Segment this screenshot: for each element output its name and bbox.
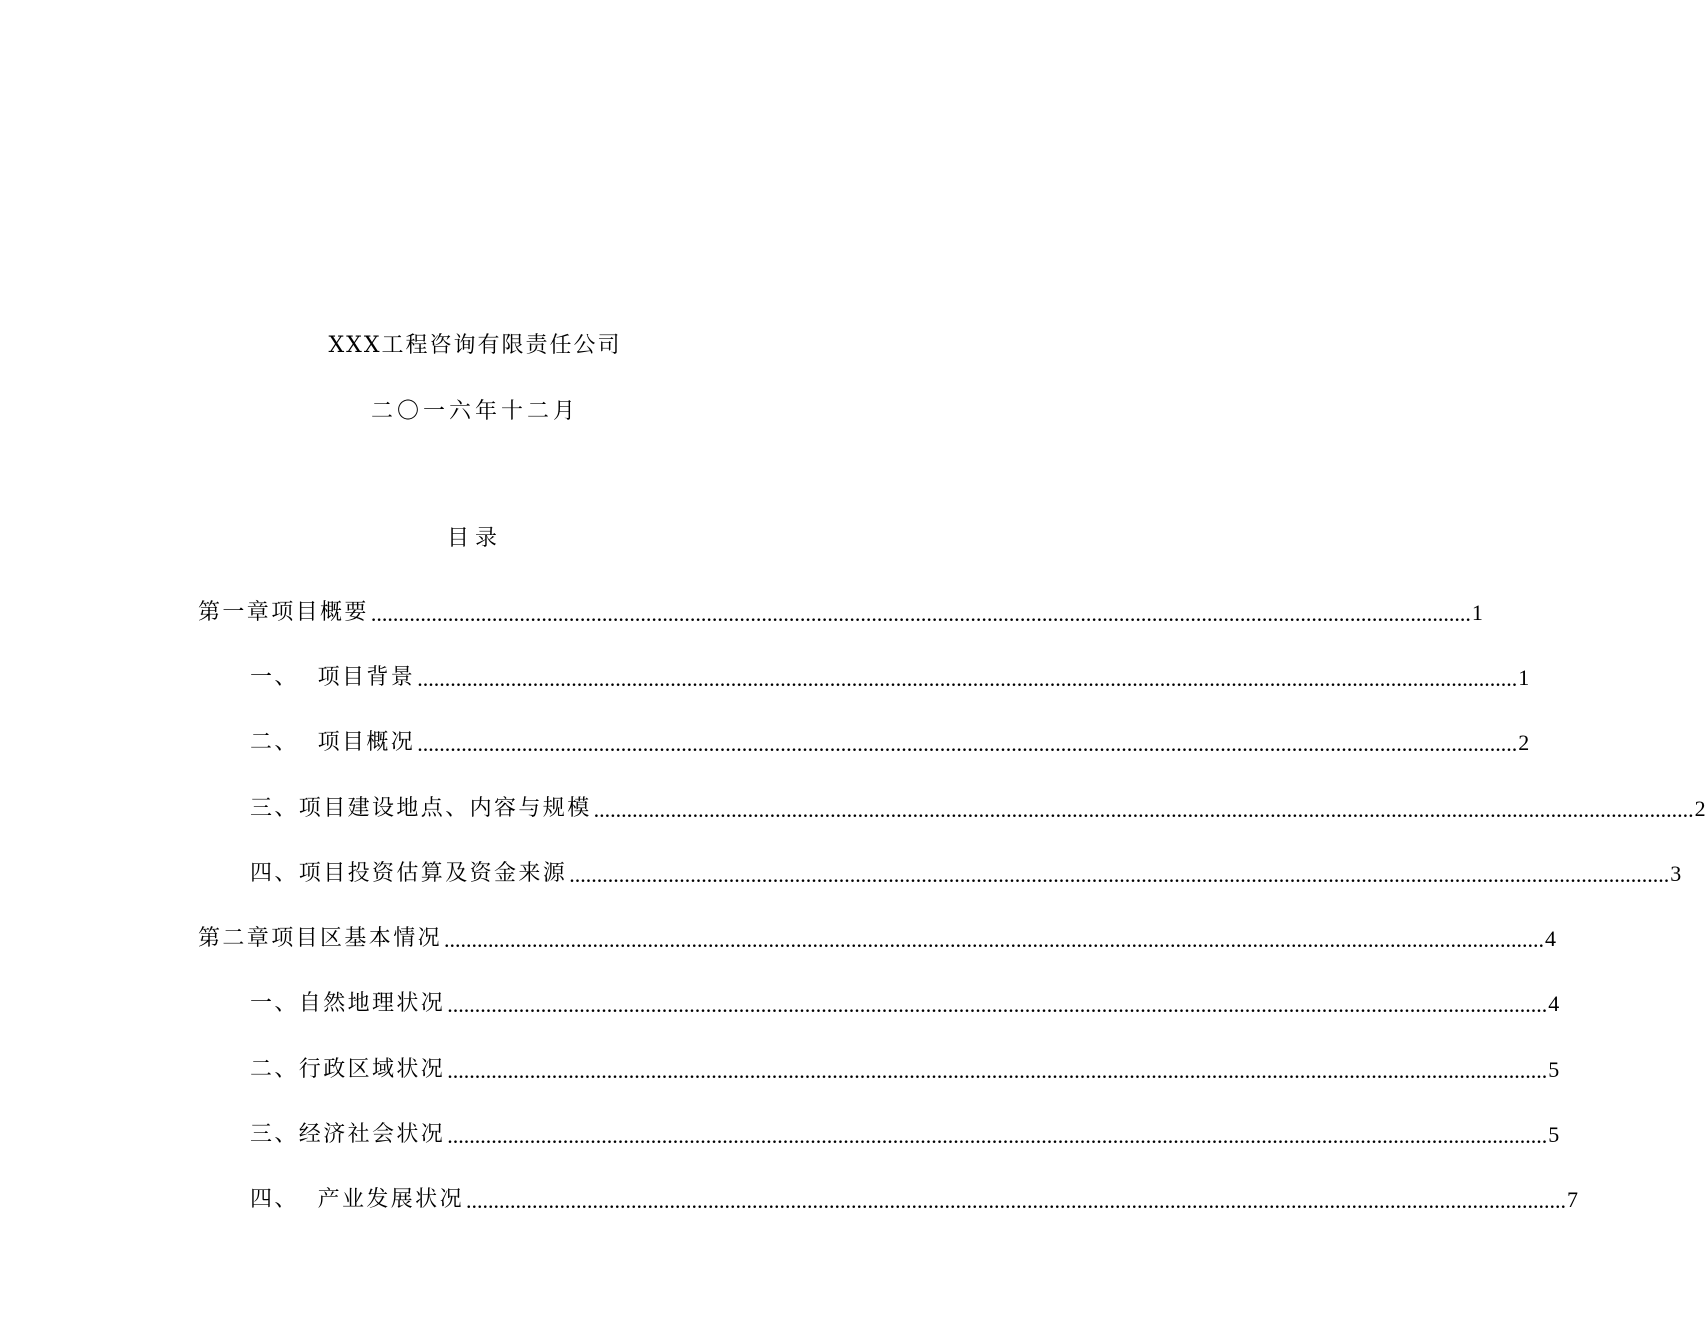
toc-leader-dots: ........................................................................................................................................................................................................	[593, 796, 1694, 822]
toc-entry[interactable]	[198, 1037, 1560, 1102]
toc-entry-label: 第二章项目区基本情况	[198, 926, 443, 952]
table-of-contents	[198, 580, 1706, 1233]
toc-entry-page: 4	[1545, 926, 1557, 952]
toc-entry[interactable]	[198, 841, 1682, 906]
company-name: XXX工程咨询有限责任公司	[328, 333, 622, 358]
toc-leader-dots: ........................................................................................................................................................................................................	[447, 992, 1548, 1018]
toc-entry-label: 四、项目投资估算及资金来源	[250, 860, 568, 886]
toc-entry-page: 1	[1518, 664, 1530, 690]
toc-entry-page: 3	[1670, 860, 1682, 886]
toc-entry-page: 5	[1548, 1122, 1560, 1148]
toc-entry[interactable]	[198, 906, 1557, 971]
toc-entry-page: 7	[1567, 1187, 1578, 1213]
toc-entry-label: 第一章项目概要	[198, 599, 369, 625]
toc-entry[interactable]	[198, 580, 1483, 645]
toc-entry-page: 4	[1548, 991, 1560, 1017]
toc-entry-page: 1	[1471, 599, 1483, 625]
toc-entry[interactable]	[198, 972, 1560, 1037]
toc-leader-dots: ........................................................................................................................................................................................................	[417, 665, 1518, 691]
toc-title: 目录	[446, 526, 503, 551]
toc-entry[interactable]	[198, 1168, 1578, 1233]
toc-entry-label: 二、行政区域状况	[250, 1056, 446, 1082]
toc-entry-label: 一、 项目背景	[250, 664, 416, 690]
toc-leader-dots: ........................................................................................................................................................................................................	[444, 927, 1545, 953]
toc-entry-page: 2	[1694, 795, 1706, 821]
toc-entry[interactable]	[198, 1102, 1560, 1167]
toc-entry-label: 一、自然地理状况	[250, 991, 446, 1017]
toc-leader-dots: ........................................................................................................................................................................................................	[370, 600, 1471, 626]
toc-leader-dots: ........................................................................................................................................................................................................	[417, 731, 1518, 757]
toc-entry[interactable]	[198, 645, 1530, 710]
toc-entry-page: 2	[1518, 730, 1530, 756]
toc-leader-dots: ........................................................................................................................................................................................................	[466, 1188, 1566, 1214]
toc-leader-dots: ........................................................................................................................................................................................................	[447, 1123, 1548, 1149]
toc-leader-dots: ........................................................................................................................................................................................................	[447, 1057, 1548, 1083]
toc-entry-label: 三、经济社会状况	[250, 1122, 446, 1148]
toc-leader-dots: ........................................................................................................................................................................................................	[569, 861, 1670, 887]
document-date: 二〇一六年十二月	[370, 399, 579, 424]
toc-entry-label: 三、项目建设地点、内容与规模	[250, 795, 592, 821]
toc-entry-page: 5	[1548, 1056, 1560, 1082]
toc-entry-label: 四、 产业发展状况	[250, 1187, 464, 1213]
toc-entry-label: 二、 项目概况	[250, 730, 416, 756]
toc-entry[interactable]	[198, 711, 1530, 776]
toc-entry[interactable]	[198, 776, 1706, 841]
